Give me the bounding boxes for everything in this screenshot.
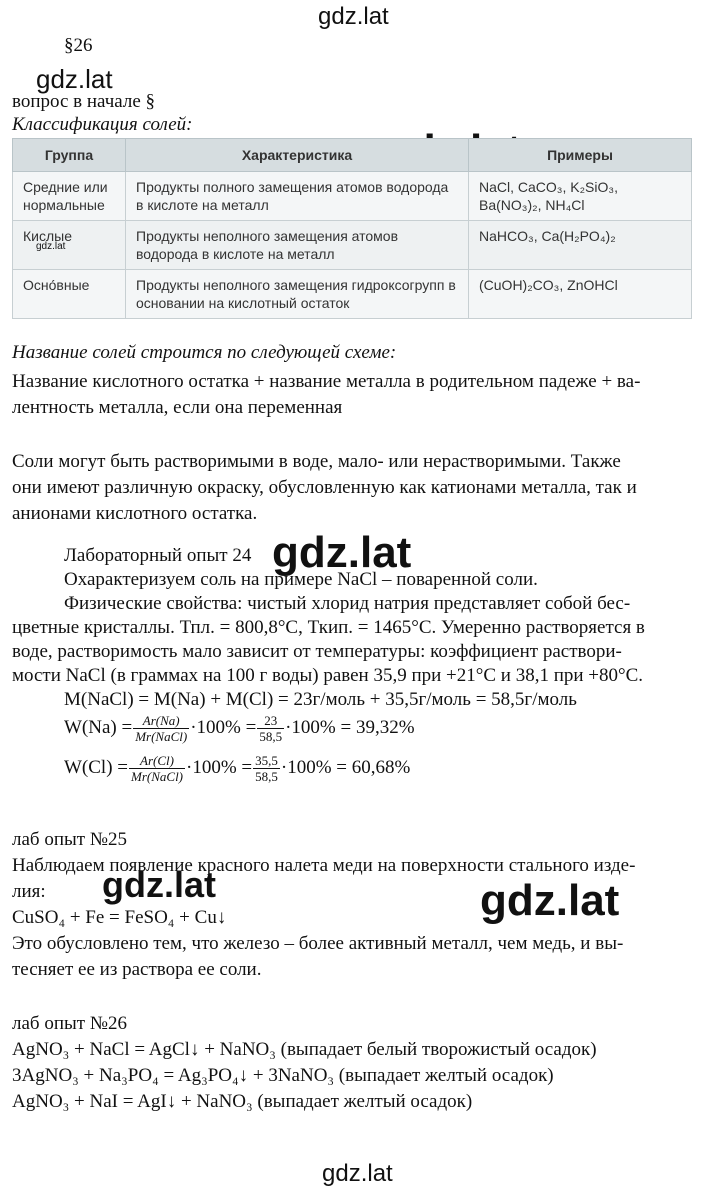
lab24-line: мости NaCl (в граммах на 100 г воды) равен 35,9 при +21°C и 38,1 при +80°C. [12,665,644,686]
lab24-line: цветные кристаллы. Тпл. = 800,8°C, Ткип. = 1465°C. Умеренно растворяется в [12,617,645,638]
cell-group: Кислые [13,221,126,270]
lab24-molar-mass: M(NaCl) = M(Na) + M(Cl) = 23г/моль + 35,5г/моль = 58,5г/моль [64,689,577,710]
header-description: Характеристика [126,139,469,172]
cell-group: Средние или нормальные [13,172,126,221]
watermark-lab25-left: gdz.lat [102,864,216,905]
naming-line: Название кислотного остатка + название металла в родительном падеже + ва- [12,371,641,392]
formula-lhs: W(Cl) = [64,757,129,778]
watermark-small-left: gdz.lat [36,64,113,94]
watermark-bottom: gdz.lat [322,1160,393,1187]
lab25-line: лия: [12,881,46,902]
cell-description: Продукты неполного замещения атомов водорода в кислоте на металл [126,221,469,270]
solubility-line: анионами кислотного остатка. [12,503,258,524]
fraction [257,713,284,744]
formula-w-na [64,708,415,748]
naming-line: лентность металла, если она переменная [12,397,343,418]
lab24-title: Лабораторный опыт 24 [64,545,252,566]
fraction-denominator: Mr(NaCl) [131,768,184,784]
formula-lhs: W(Na) = [64,717,133,738]
table-header [13,139,692,172]
classification-title: Классификация солей: [12,114,193,135]
watermark-lab24: gdz.lat [272,528,412,577]
watermark-lab25-right: gdz.lat [480,876,620,925]
cell-group: Осно́вные [13,270,126,319]
table-row [13,172,692,221]
lab25-line: тесняет ее из раствора ее соли. [12,959,262,980]
lab24-line: воде, растворимость мало зависит от температуры: коэффициент раствори- [12,641,622,662]
watermark-top: gdz.lat [318,3,389,30]
lab26-equation: AgNO₃ + NaI = AgI↓ + NaNO₃ (выпадает желтый осадок) [12,1091,473,1112]
solubility-line: они имеют различную окраску, обусловленную как катионами металла, так и [12,477,637,498]
table-row [13,270,692,319]
fraction-numerator: Ar(Na) [133,713,189,729]
lab26-equation: AgNO₃ + NaCl = AgCl↓ + NaNO₃ (выпадает белый творожистый осадок) [12,1039,597,1060]
cell-examples: (CuOH)₂CO₃, ZnOHCl [469,270,692,319]
classification-table [12,138,692,319]
cell-examples: NaCl, CaCO₃, K₂SiO₃, Ba(NO₃)₂, NH₄Cl [469,172,692,221]
question-start: вопрос в начале § [12,91,156,112]
lab25-line: Наблюдаем появление красного налета меди на поверхности стального изде- [12,855,636,876]
cell-description: Продукты полного замещения атомов водорода в кислоте на металл [126,172,469,221]
formula-rhs: ·100% = 60,68% [280,757,411,778]
lab25-line: Это обусловлено тем, что железо – более активный металл, чем медь, и вы- [12,933,624,954]
section-number: §26 [64,35,93,56]
fraction-denominator: 58,5 [255,768,278,784]
formula-mid: ·100% = [190,717,257,738]
lab26-title: лаб опыт №26 [12,1013,127,1034]
lab26-equation: 3AgNO₃ + Na₃PO₄ = Ag₃PO₄↓ + 3NaNO₃ (выпадает желтый осадок) [12,1065,554,1086]
lab24-line: Физические свойства: чистый хлорид натрия представляет собой бес- [64,593,631,614]
formula-rhs: ·100% = 39,32% [285,717,415,738]
fraction-denominator: Mr(NaCl) [135,728,188,744]
fraction [129,753,185,784]
solubility-line: Соли могут быть растворимыми в воде, мало- или нерастворимыми. Также [12,451,621,472]
lab24-line: Охарактеризуем соль на примере NaCl – поваренной соли. [64,569,538,590]
fraction [133,713,189,744]
header-group: Группа [13,139,126,172]
naming-title: Название солей строится по следующей схеме: [12,342,397,363]
lab25-title: лаб опыт №25 [12,829,127,850]
cell-examples: NaHCO₃, Ca(H₂PO₄)₂ [469,221,692,270]
fraction-numerator: 23 [257,713,284,729]
watermark-tiny: gdz.lat [36,241,66,252]
table-row [13,221,692,270]
formula-w-cl [64,748,410,788]
fraction [253,753,280,784]
header-examples: Примеры [469,139,692,172]
fraction-numerator: Ar(Cl) [129,753,185,769]
fraction-numerator: 35,5 [255,752,278,768]
fraction-denominator: 58,5 [259,728,283,744]
formula-mid: ·100% = [186,757,253,778]
cell-description: Продукты неполного замещения гидроксогрупп в основании на кислотный остаток [126,270,469,319]
lab25-equation: CuSO₄ + Fe = FeSO₄ + Cu↓ [12,907,227,928]
